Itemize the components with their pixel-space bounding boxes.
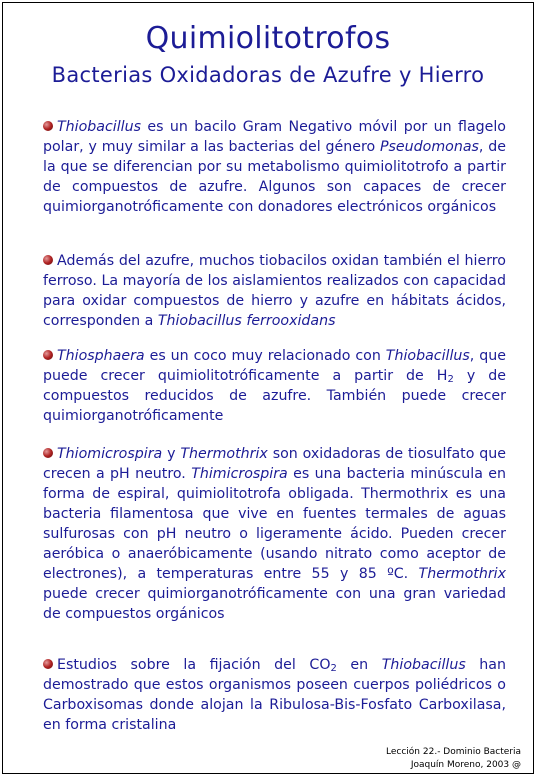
species-name: Thiobacillus [57,119,141,135]
paragraph-text: es un coco muy relacionado con [144,348,386,364]
paragraph-text: puede crecer quimiorganotróficamente con una gran variedad de compuestos orgánicos [43,586,506,622]
bullet-icon [43,659,53,669]
species-name: Thiobacillus ferrooxidans [157,313,336,329]
page-subtitle: Bacterias Oxidadoras de Azufre y Hierro [51,63,485,87]
page-title: Quimiolitotrofos [145,21,391,56]
paragraph-text: , de la que se diferencian por su metabolismo quimiolitotrofo a partir de compuestos de azufre. Algunos son capaces de crecer quimiorganotróficamente con donadores electrónicos orgánicos [43,139,506,215]
paragraph-text: Estudios sobre la fijación del CO [57,657,331,673]
paragraph-thiobacillus [43,117,506,217]
paragraph-text: han demostrado que estos organismos poseen cuerpos poliédricos o Carboxisomas donde alojan la Ribulosa-Bis-Fosfato Carboxilasa, en forma cristalina [43,657,506,733]
paragraph-text: son oxidadoras de tiosulfato que crecen a pH neutro. [43,446,507,482]
footer-author: Joaquín Moreno, 2003 @ [410,760,521,770]
genus-name: Thiobacillus [385,348,470,364]
bullet-icon [43,448,53,458]
genus-name: Pseudomonas [379,139,479,155]
bullet-icon [43,121,53,131]
genus-name: Thermothrix [180,446,268,462]
genus-name: Thiobacillus [381,657,466,673]
paragraph-carboxisomas [43,655,506,735]
paragraph-text: , que puede crecer quimiolitotróficamente a partir de H [43,348,506,384]
bullet-icon [43,350,53,360]
paragraph-text: y [162,446,181,462]
paragraph-hierro [43,251,506,331]
genus-name: Thermothrix [418,566,506,582]
species-name: Thiomicrospira [57,446,163,462]
paragraph-text: es una bacteria minúscula en forma de espiral, quimiolitotrofa obligada. Thermothrix es una bacteria filamentosa que vive en fuentes termales de aguas sulfurosas con pH neutro o ligeramente ácido. Pueden crecer aeróbica o anaeróbicamente (usando nitrato como aceptor de electrones), a temperaturas entre 55 y 85 ºC. [43,466,506,582]
paragraph-text: y de compuestos reducidos de azufre. También puede crecer quimiorganotróficamente [43,368,507,424]
footer [386,746,521,772]
subscript: 2 [330,663,337,674]
subscript: 2 [447,374,454,385]
species-name: Thiosphaera [57,348,145,364]
species-name: Thimicrospira [191,466,288,482]
paragraph-text: es un bacilo Gram Negativo móvil por un flagelo polar, y muy similar a las bacterias del género [43,119,506,155]
paragraph-text: en [336,657,382,673]
slide [2,2,534,774]
paragraph-thiomicrospira [43,444,506,624]
footer-lesson: Lección 22.- Dominio Bacteria [386,747,521,757]
bullet-icon [43,255,53,265]
paragraph-thiosphaera [43,346,506,426]
paragraph-text: Además del azufre, muchos tiobacilos oxidan también el hierro ferroso. La mayoría de los aislamientos realizados con capacidad para oxidar compuestos de hierro y azufre en hábitats ácidos, corresponden a [43,253,506,329]
